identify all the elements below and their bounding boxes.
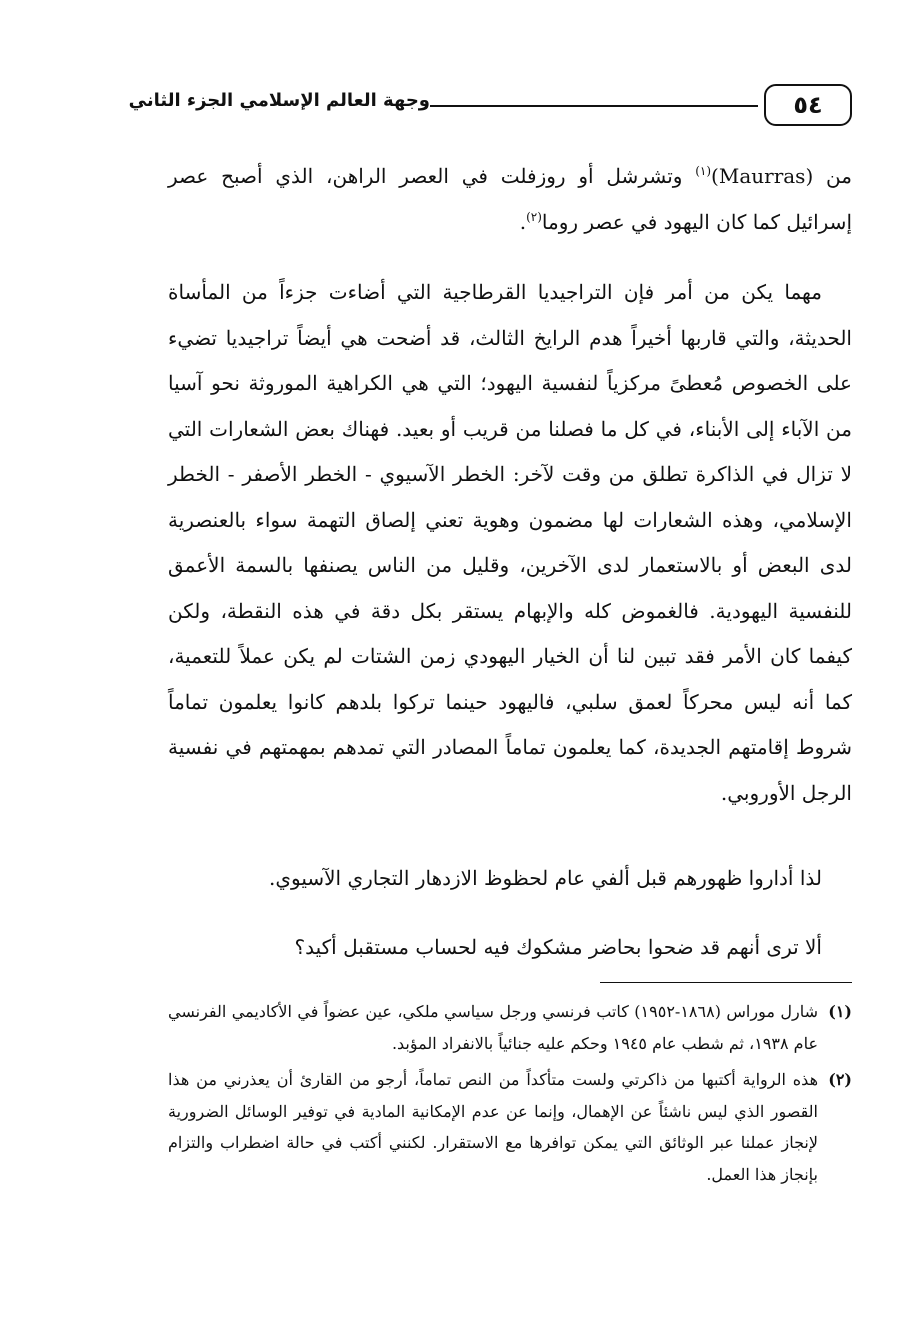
paragraph-3-text: لذا أداروا ظهورهم قبل ألفي عام لحظوظ الازدهار التجاري الآسيوي. xyxy=(269,866,822,890)
footnote-2-marker: (٢) xyxy=(828,1070,852,1089)
paragraph-4 xyxy=(168,925,852,971)
paragraph-4-text: ألا ترى أنهم قد ضحوا بحاضر مشكوك فيه لحساب مستقبل أكيد؟ xyxy=(294,935,822,959)
footnote-1 xyxy=(168,996,852,1059)
paragraph-1-end: . xyxy=(519,209,527,234)
paragraph-3 xyxy=(168,856,852,902)
paragraph-2 xyxy=(168,270,852,816)
footnote-2-text: هذه الرواية أكتبها من ذاكرتي ولست متأكداً من النص تماماً، أرجو من القارئ أن يعذرني من هذا القصور الذي ليس ناشئاً عن الإهمال، وإنما عن عدم الإمكانية المادية في توفير الوسائل الضرورية لإنجاز عملنا عبر الوثائق التي يمكن توافرها مع الاستقرار. لكنني أكتب في حالة اضطراب والتزام بإنجاز هذا العمل. xyxy=(168,1070,818,1184)
footnote-1-text: شارل موراس (١٨٦٨-١٩٥٢) كاتب فرنسي ورجل سياسي ملكي، عين عضواً في الأكاديمي الفرنسي عام ١٩٣٨، ثم شطب عام ١٩٤٥ وحكم عليه جنائياً بالانفراد المؤبد. xyxy=(168,1002,818,1053)
footnote-ref-2[interactable]: (٢) xyxy=(526,209,542,224)
running-header xyxy=(128,84,852,128)
paragraph-2-text: مهما يكن من أمر فإن التراجيديا القرطاجية التي أضاءت جزءاً من المأساة الحديثة، والتي قاربها أخيراً هدم الرايخ الثالث، قد أضحت هي أيضاً تراجيديا تضيء على الخصوص مُعطىً مركزياً لنفسية اليهود؛ التي هي الكراهية الموروثة نحو آسيا من الآباء إلى الأبناء، في كل ما فصلنا من قريب أو بعيد. فهناك بعض الشعارات التي لا تزال في الذاكرة تطلق من وقت لآخر: الخطر الآسيوي - الخطر الأصفر - الخطر الإسلامي، وهذه الشعارات لها مضمون وهوية تعني إلصاق التهمة سواء بالعنصرية لدى البعض أو بالاستعمار لدى الآخرين، وقليل من الناس يصنفها بالسمة الأعمق للنفسية اليهودية. فالغموض كله والإبهام يستقر بكل دقة في هذه النقطة، ولكن كيفما كان الأمر فقد تبين لنا أن الخيار اليهودي زمن الشتات لم يكن عملاً للتعمية، كما أنه ليس محركاً لعمق سلبي، فاليهود حينما تركوا بلدهم كانوا يعلمون تماماً شروط إقامتهم الجديدة، كما يعلمون تماماً المصادر التي تمدهم بمهمتهم في نفسية الرجل الأوروبي. xyxy=(168,280,852,805)
running-title: وجهة العالم الإسلامي الجزء الثاني xyxy=(128,90,430,111)
paragraph-1-text xyxy=(168,154,852,245)
footnote-ref-1[interactable]: (١) xyxy=(695,164,712,178)
header-rule xyxy=(430,105,758,107)
paragraph-1-body: وتشرشل أو روزفلت في العصر الراهن، الذي أصبح عصر إسرائيل كما كان اليهود في عصر روما xyxy=(168,164,852,234)
footnote-2 xyxy=(168,1064,852,1190)
latin-name-maurras: (Maurras) xyxy=(711,164,814,188)
footnotes xyxy=(168,996,852,1195)
page-number: ٥٤ xyxy=(764,84,852,126)
footnote-separator xyxy=(600,982,852,983)
paragraph-1-lead: من xyxy=(813,164,852,188)
paragraph-1 xyxy=(168,154,852,245)
footnote-1-marker: (١) xyxy=(828,1002,852,1021)
